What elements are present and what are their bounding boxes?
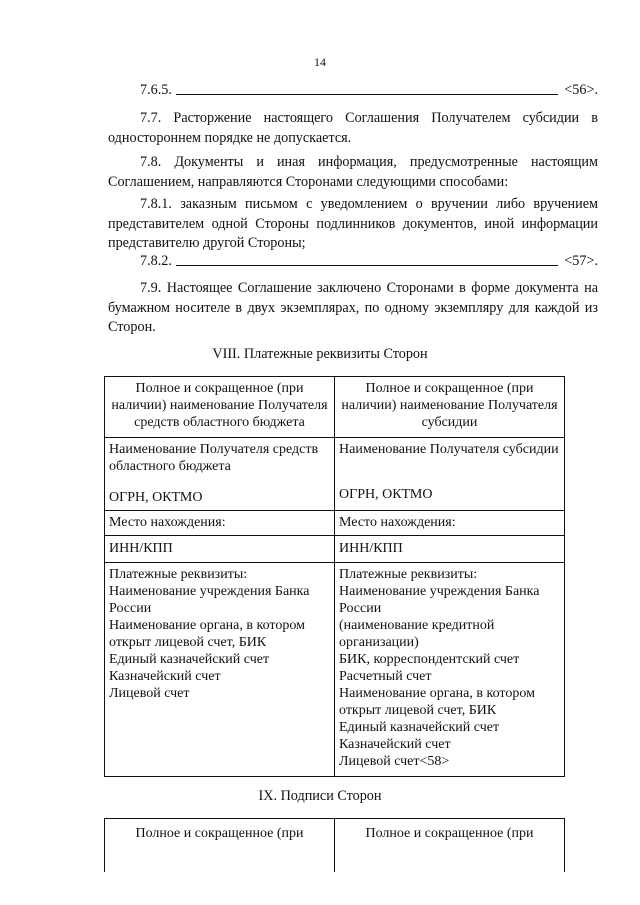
fill-blank-line xyxy=(176,251,558,266)
bank-line: Казначейский счет xyxy=(339,737,451,752)
name-cell-left xyxy=(105,438,335,511)
footnote-ref: <57>. xyxy=(564,253,598,269)
header-right: Полное и сокращенное (при наличии) наименование Получателя субсидии xyxy=(335,377,565,438)
clause-7-9: 7.9. Настоящее Соглашение заключено Сторонами в форме документа на бумажном носителе в двух экземплярах, по одному экземпляру для каждой из Сторон. xyxy=(108,280,598,335)
payment-details-table xyxy=(104,376,565,777)
bank-line: Наименование учреждения Банка России xyxy=(339,584,540,616)
location-left: Место нахождения: xyxy=(105,511,335,536)
sig-header-left: Полное и сокращенное (при xyxy=(105,819,335,873)
bank-line: Единый казначейский счет xyxy=(109,652,270,667)
bank-line: Казначейский счет xyxy=(109,669,221,684)
bank-line: Наименование органа, в котором открыт лицевой счет, БИК xyxy=(109,618,305,650)
clause-7-6-5 xyxy=(108,80,598,99)
table-row xyxy=(105,819,565,873)
sig-header-right: Полное и сокращенное (при xyxy=(335,819,565,873)
table-row xyxy=(105,511,565,536)
ogrn-left: ОГРН, ОКТМО xyxy=(109,490,203,505)
bank-line: Расчетный счет xyxy=(339,669,432,684)
name-right: Наименование Получателя субсидии xyxy=(339,442,559,457)
name-left: Наименование Получателя средств областного бюджета xyxy=(109,442,319,474)
fill-blank-line xyxy=(176,80,558,95)
clause-number: 7.8.2. xyxy=(140,253,172,269)
section-8-title: VIII. Платежные реквизиты Сторон xyxy=(212,346,428,362)
bank-line: Наименование органа, в котором открыт лицевой счет, БИК xyxy=(339,686,535,718)
inn-right: ИНН/КПП xyxy=(335,536,565,563)
name-cell-right xyxy=(335,438,565,511)
clause-7-7: 7.7. Расторжение настоящего Соглашения Получателем субсидии в одностороннем порядке не допускается. xyxy=(108,110,598,146)
bank-line: Лицевой счет<58> xyxy=(339,754,450,769)
page-number: 14 xyxy=(314,55,326,69)
table-row xyxy=(105,536,565,563)
bank-line: Платежные реквизиты: xyxy=(109,567,248,582)
clause-7-8: 7.8. Документы и иная информация, предусмотренные настоящим Соглашением, направляются Сторонами следующими способами: xyxy=(108,154,598,190)
bank-details-left xyxy=(105,563,335,777)
ogrn-right: ОГРН, ОКТМО xyxy=(339,487,433,502)
bank-line: (наименование кредитной организации) xyxy=(339,618,495,650)
inn-left: ИНН/КПП xyxy=(105,536,335,563)
bank-line: БИК, корреспондентский счет xyxy=(339,652,520,667)
section-9-title: IX. Подписи Сторон xyxy=(258,788,382,804)
signatures-table xyxy=(104,818,565,872)
clause-number: 7.6.5. xyxy=(140,82,172,98)
bank-details-right xyxy=(335,563,565,777)
table-row xyxy=(105,377,565,438)
bank-line: Платежные реквизиты: xyxy=(339,567,478,582)
bank-line: Лицевой счет xyxy=(109,686,190,701)
clause-7-8-1: 7.8.1. заказным письмом с уведомлением о вручении либо вручением представителем одной Стороны подлинников документов, иной информации представителю другой Стороны; xyxy=(108,196,598,251)
bank-line: Наименование учреждения Банка России xyxy=(109,584,310,616)
table-row xyxy=(105,563,565,777)
table-row xyxy=(105,438,565,511)
footnote-ref: <56>. xyxy=(564,82,598,98)
location-right: Место нахождения: xyxy=(335,511,565,536)
header-left: Полное и сокращенное (при наличии) наименование Получателя средств областного бюджета xyxy=(105,377,335,438)
clause-7-8-2 xyxy=(108,251,598,270)
bank-line: Единый казначейский счет xyxy=(339,720,500,735)
